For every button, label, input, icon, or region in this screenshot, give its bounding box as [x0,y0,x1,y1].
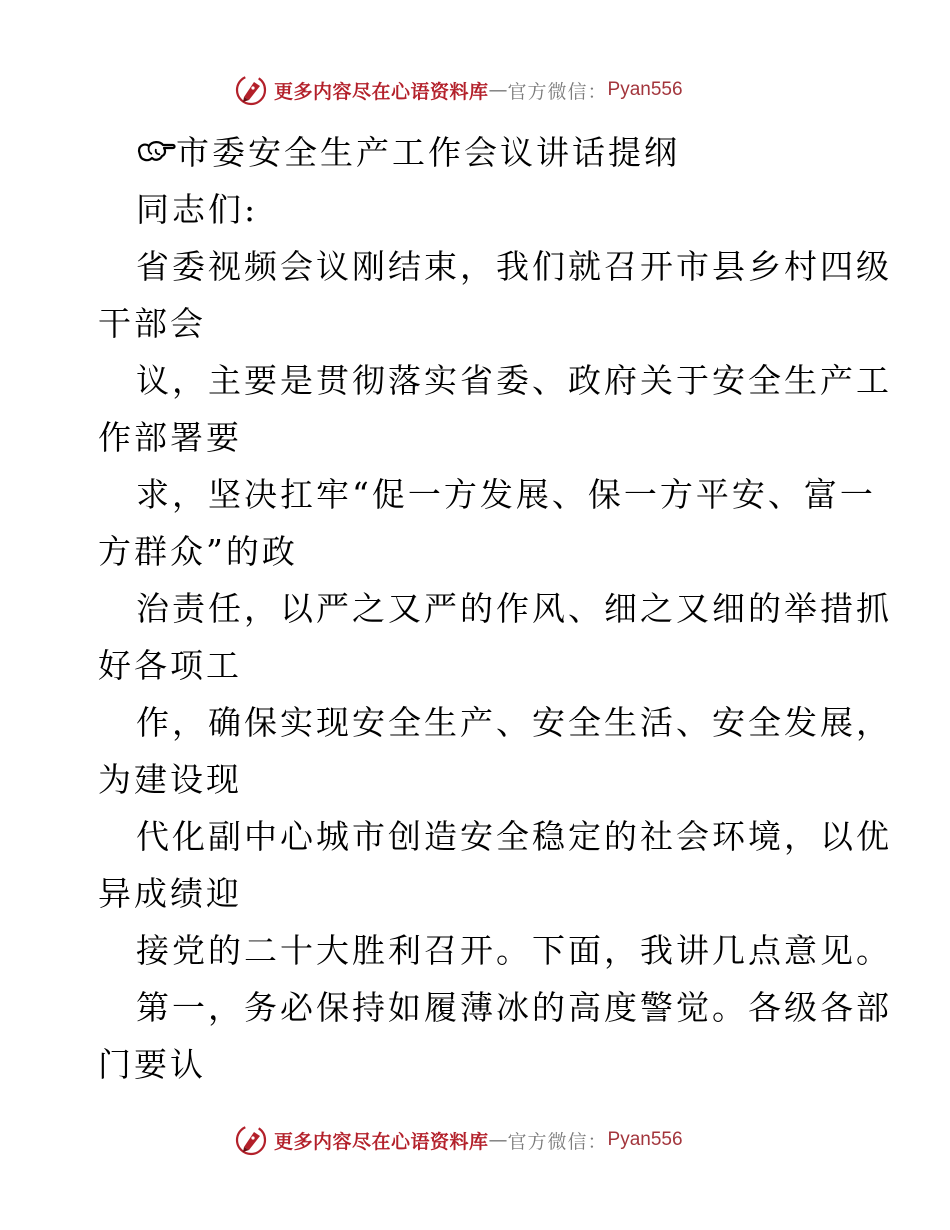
paragraph-line: 门要认 [98,1045,206,1084]
paragraph-line: 异成绩迎 [98,874,242,913]
banner-separator: — [488,79,508,101]
paragraph-line: 接党的二十大胜利召开。下面，我讲几点意见。 [136,931,892,970]
paragraph-line: 省委视频会议刚结束，我们就召开市县乡村四级 [136,247,892,286]
hand-pointing-icon [136,137,176,167]
banner-wechat-label: 官方微信： [507,1130,608,1153]
document-title-line [98,124,858,181]
paragraph-line: 治责任，以严之又严的作风、细之又细的举措抓 [136,589,892,628]
paragraph-line: 同志们: [136,190,259,229]
footer-banner [234,1120,754,1160]
banner-main-text: 更多内容尽在心语资料库 [274,1130,489,1153]
paragraph-line: 干部会 [98,304,206,343]
document-body [98,124,892,1093]
banner-wechat-label: 官方微信： [507,80,608,103]
paragraph-line: 方群众”的政 [98,532,298,571]
paragraph-line: 为建设现 [98,760,242,799]
banner-main-text: 更多内容尽在心语资料库 [274,80,489,103]
banner-wechat-id: Pyan556 [607,1129,683,1150]
banner-wechat-id: Pyan556 [607,79,683,100]
pen-nib-logo-icon [234,73,268,107]
paragraph-line: 作，确保实现安全生产、安全生活、安全发展， [136,703,892,742]
paragraph-line: 第一，务必保持如履薄冰的高度警觉。各级各部 [136,988,892,1027]
banner-separator: — [488,1129,508,1151]
pen-nib-logo-icon [234,1123,268,1157]
header-banner [234,70,754,110]
paragraph-line: 作部署要 [98,418,242,457]
paragraph-line: 好各项工 [98,646,242,685]
document-title: 市委安全生产工作会议讲话提纲 [176,133,680,172]
paragraph-line: 议，主要是贯彻落实省委、政府关于安全生产工 [136,361,892,400]
paragraph-line: 求，坚决扛牢“促一方发展、保一方平安、富一 [136,475,876,514]
paragraph-line: 代化副中心城市创造安全稳定的社会环境，以优 [136,817,892,856]
